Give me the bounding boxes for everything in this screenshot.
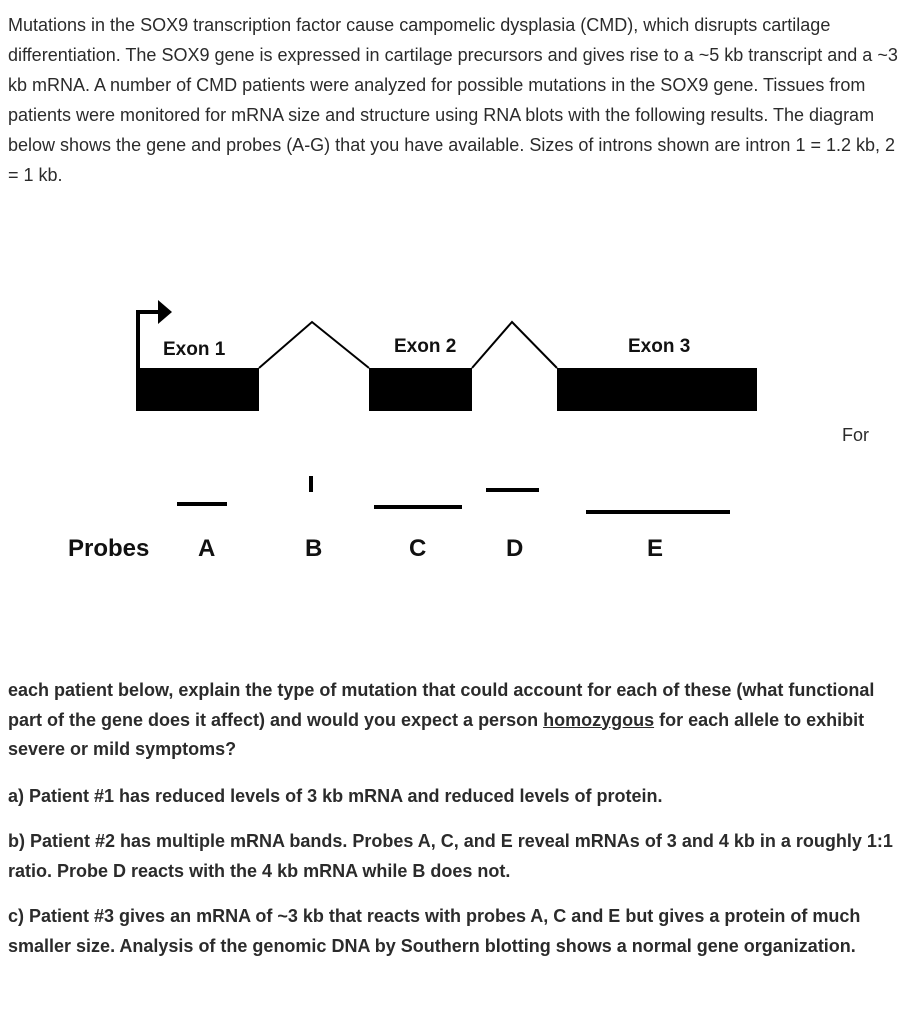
- patient-1-item: a) Patient #1 has reduced levels of 3 kb mRNA and reduced levels of protein.: [8, 786, 663, 806]
- exon-1-box: [136, 368, 259, 411]
- exon-3-box: [557, 368, 757, 411]
- intro-paragraph: Mutations in the SOX9 transcription factor cause campomelic dysplasia (CMD), which disrupts cartilage differentiation. The SOX9 gene is expressed in cartilage precursors and gives rise to a ~5 kb transcript and a ~3 kb mRNA. A number of CMD patients were analyzed for possible mutations in the SOX9 gene. Tissues from patients were monitored for mRNA size and structure using RNA blots with the following results. The diagram below shows the gene and probes (A-G) that you have available. Sizes of introns shown are intron 1 = 1.2 kb, 2 = 1 kb.: [8, 15, 898, 185]
- probes-label: Probes: [68, 535, 150, 562]
- patient-3-item: c) Patient #3 gives an mRNA of ~3 kb that reacts with probes A, C and E but gives a protein of much smaller size. Analysis of the genomic DNA by Southern blotting shows a normal gene organization.: [8, 906, 861, 956]
- intron-2-line: [472, 322, 557, 368]
- intron-1-line: [259, 322, 369, 368]
- exon-3-label: Exon 3: [628, 336, 691, 357]
- patient-2-item: b) Patient #2 has multiple mRNA bands. Probes A, C, and E reveal mRNAs of 3 and 4 kb in a roughly 1:1 ratio. Probe D reacts with the 4 kb mRNA while B does not.: [8, 831, 893, 881]
- probe-a-label: A: [198, 535, 216, 562]
- exon-1-label: Exon 1: [163, 339, 226, 360]
- homozygous-underlined: homozygous: [543, 709, 655, 730]
- sox9-gene-diagram: [0, 280, 905, 600]
- probe-d-label: D: [506, 535, 524, 562]
- question-part-1: each patient below, explain the type of mutation that could account for each of these (what functional part of the gene does it affect) and would you expect a person: [8, 680, 875, 730]
- question-part-2: for each allele to exhibit severe or mild symptoms?: [8, 709, 865, 759]
- for-word: For: [842, 425, 869, 445]
- question-prompt: [8, 676, 893, 765]
- exon-2-label: Exon 2: [394, 336, 457, 357]
- exon-2-box: [369, 368, 472, 411]
- probe-e-label: E: [647, 535, 664, 562]
- probe-c-label: C: [409, 535, 427, 562]
- probe-b-label: B: [305, 535, 323, 562]
